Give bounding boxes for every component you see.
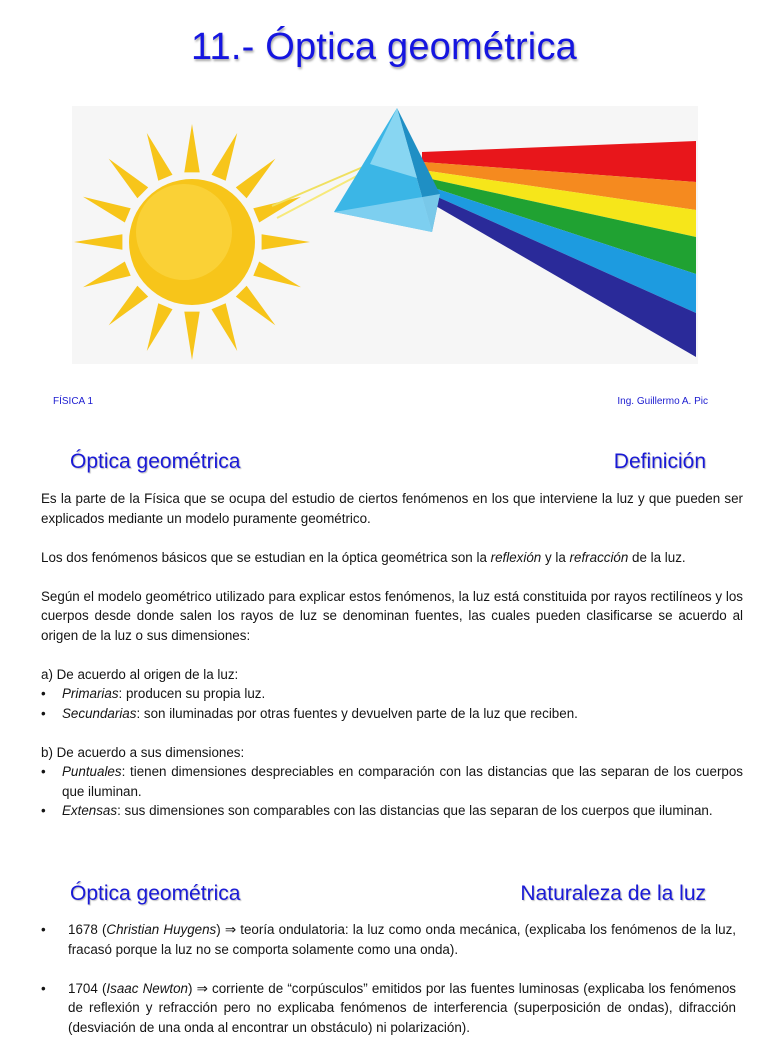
sun-icon <box>74 124 310 360</box>
list-item: • Extensas: sus dimensiones son comparables con las distancias que las separan de los cuerpos que iluminan. <box>41 801 743 821</box>
list-item: • 1678 (Christian Huygens) ⇒ teoría ondulatoria: la luz como onda mecánica, (explicaba los fenómenos de la luz, fracasó porque la luz no se comporta solamente como una onda). <box>41 920 736 959</box>
sun-prism-illustration <box>72 106 698 364</box>
list-b-title: b) De acuerdo a sus dimensiones: <box>41 743 743 763</box>
section1-heading-right: Definición <box>614 450 706 474</box>
paragraph-1: Es la parte de la Física que se ocupa del estudio de ciertos fenómenos en los que interviene la luz y que pueden ser explicados mediante un modelo puramente geométrico. <box>41 489 743 528</box>
section1-body <box>41 489 743 821</box>
footer-course: FÍSICA 1 <box>53 396 93 407</box>
section2-heading-left: Óptica geométrica <box>70 882 240 906</box>
list-item: • Secundarias: son iluminadas por otras fuentes y devuelven parte de la luz que reciben. <box>41 704 743 724</box>
list-item: • Puntuales: tienen dimensiones despreciables en comparación con las distancias que las separan de los cuerpos que iluminan. <box>41 762 743 801</box>
paragraph-3: Según el modelo geométrico utilizado para explicar estos fenómenos, la luz está constituida por rayos rectilíneos y los cuerpos desde donde salen los rayos de luz se denominan fuentes, las cuales pueden clasificarse se acuerdo al origen de la luz o sus dimensiones: <box>41 587 743 646</box>
section2-heading <box>70 882 706 906</box>
section1-heading-left: Óptica geométrica <box>70 450 240 474</box>
section1-heading <box>70 450 706 474</box>
footer-author: Ing. Guillermo A. Pic <box>617 396 708 407</box>
list-item: • Primarias: producen su propia luz. <box>41 684 743 704</box>
section2-body <box>41 920 736 1037</box>
section2-heading-right: Naturaleza de la luz <box>520 882 706 906</box>
page-title: 11.- Óptica geométrica <box>0 26 768 69</box>
list-item: • 1704 (Isaac Newton) ⇒ corriente de “corpúsculos” emitidos por las fuentes luminosas (explicaba los fenómenos de reflexión y refracción pero no explicaba fenómenos de interferencia (superposición de ondas), difracción (desviación de una onda al encontrar un obstáculo) ni polarización). <box>41 979 736 1037</box>
list-a-title: a) De acuerdo al origen de la luz: <box>41 665 743 685</box>
paragraph-2: Los dos fenómenos básicos que se estudian en la óptica geométrica son la reflexión y la refracción de la luz. <box>41 548 743 568</box>
